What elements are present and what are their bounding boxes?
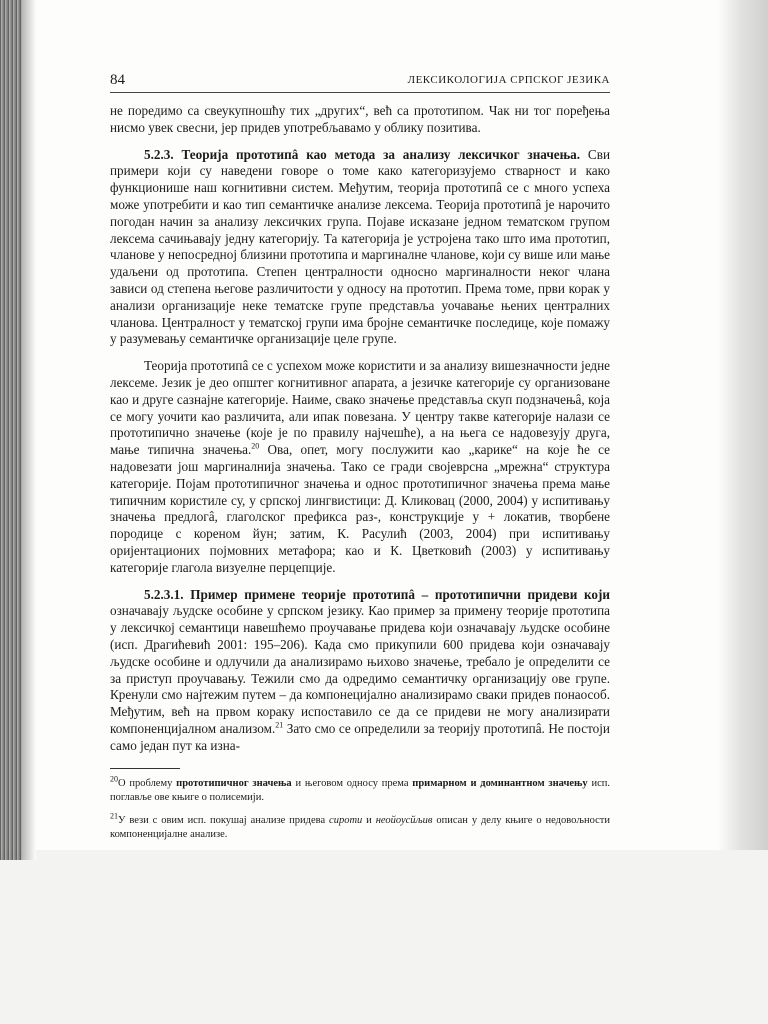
- footnote-20: [110, 774, 610, 805]
- paragraph-text: Сви примери који су наведени говоре о томе како категоризујемо стварност и како функционише наш когнитивни систем. Међутим, теорија прототипâ се с много успеха може употребити и као тип семантичке анализе лексема. Теорија прототипâ је нарочито погодан начин за анализу лексичких група. Појаве исказане једном тематском групом лексема сачињавају једну категорију. Та категорија је устројена тако што има прототип, чланове у непосредној близини прототипа и маргиналне чланове, који су више или мање удаљени од прототипа. Степен централности односно маргиналности неког члана зависи од степена његове различитости у односу на прототип. Према томе, први корак у анализи организације неке тематске групе представља уочавање њених централних чланова. Централност у тематској групи има бројне семантичке последице, које помажу у разумевању семантичке организације целе групе.: [110, 146, 610, 347]
- footnote-21: [110, 811, 610, 842]
- paragraph-text: Ова, опет, могу послужити као „карике“ на које ће се надовезати још маргиналнија значења. Тако се гради својеврсна „мрежна“ структура категорије. Појам прототипичног значења и однос прототипичног значења према мање типичним користиле су, у српској лингвистици: Д. Кликовац (2000, 2004) у испитивању значења предлогâ, глаголског префикса раз-, конструкције у + локатив, творбене породице с кореном йун; затим, К. Расулић (2003, 2004) при испитивању оријентационих појмовних метафора; као и К. Цветковић (2003) у испитивању категорије глагола визуелне перцепције.: [110, 442, 610, 575]
- page-header: [110, 70, 610, 93]
- footnote-ref-20: 20: [251, 441, 260, 451]
- paragraph-text: Зато смо се определили за теорију прототипâ. Не постоји само један пут ка изна-: [110, 720, 610, 753]
- footnote-number: 20: [110, 774, 118, 784]
- footnote-term: неойоусйљив: [375, 815, 433, 827]
- footnote-text: и: [362, 815, 376, 827]
- paragraph-text: означавају људске особине у српском језику. Као пример за примену теорије прототипа у лексичкој семантици навешћемо проучавање придева који означавају људске особине (исп. Драгићевић 2001: 195–206). Када смо прикупили 600 придева који означавају људске особине и одлучили да анализирамо њихово значење, требало је определити се за приступ проучавању. Тежили смо да одредимо семантичку организацију ове групе. Кренули смо најтежим путем – да компонецијално анализирамо сваки придев понаособ. Међутим, већ на првом кораку испоставило се да се придеви не могу анализирати компоненцијалном анализом.: [110, 603, 610, 736]
- footnote-text: У вези с овим исп. покушај анализе придева: [118, 815, 330, 827]
- page-number: 84: [110, 72, 125, 88]
- section-heading: 5.2.3. Теорија прототипâ као метода за анализу лексичког значења.: [144, 146, 581, 162]
- paragraph-polysemy: [110, 358, 610, 576]
- footnote-term: сироти: [329, 815, 363, 827]
- footnote-text: описан у делу књиге о недовољности компоненцијалне анализе.: [110, 815, 610, 841]
- book-page: [110, 70, 610, 851]
- scan-bottom-area: [0, 850, 768, 1024]
- footnote-text: О проблему: [118, 778, 177, 790]
- footnote-ref-21: 21: [275, 720, 284, 730]
- footnote-number: 21: [110, 811, 118, 821]
- paragraph-section-5-2-3: [110, 147, 610, 349]
- running-title: ЛЕКСИКОЛОГИЈА СРПСКОГ ЈЕЗИКА: [407, 74, 610, 86]
- subsection-heading: 5.2.3.1. Пример примене теорије прототипâ – прототипични придеви који: [144, 586, 610, 602]
- paragraph-section-5-2-3-1: [110, 587, 610, 755]
- footnotes: [110, 774, 610, 842]
- paragraph-continuation: [110, 103, 610, 137]
- footnote-text: и његовом односу према: [291, 778, 413, 790]
- footnote-term: примарном и доминантном значењу: [412, 778, 588, 790]
- paragraph-text: Теорија прототипâ се с успехом може користити и за анализу вишезначности једне лексеме. Језик је део општег когнитивног апарата, а језичке категорије су организоване као и друге сазнајне категорије. Наиме, свако значење представља скуп подзначењâ, која се могу уочити као различита, али ипак повезана. У центру такве категорије налази се прототипично значење (које је по правилу најчешће), а на њега се надовезују друга, мање типична значења.: [110, 358, 610, 458]
- footnote-divider: [110, 768, 180, 769]
- footnote-text: исп. поглавље ове књиге о полисемији.: [110, 778, 610, 804]
- body-text: [110, 103, 610, 754]
- scan-left-binding: [0, 0, 22, 860]
- scan-left-shadow: [22, 0, 36, 860]
- footnote-term: прототипичног значења: [176, 778, 292, 790]
- paragraph-text: не поредимо са свеукупношћу тих „других“, већ са прототипом. Чак ни тог поређења нисмо увек свесни, јер придев употребљавамо у облику позитива.: [110, 103, 610, 135]
